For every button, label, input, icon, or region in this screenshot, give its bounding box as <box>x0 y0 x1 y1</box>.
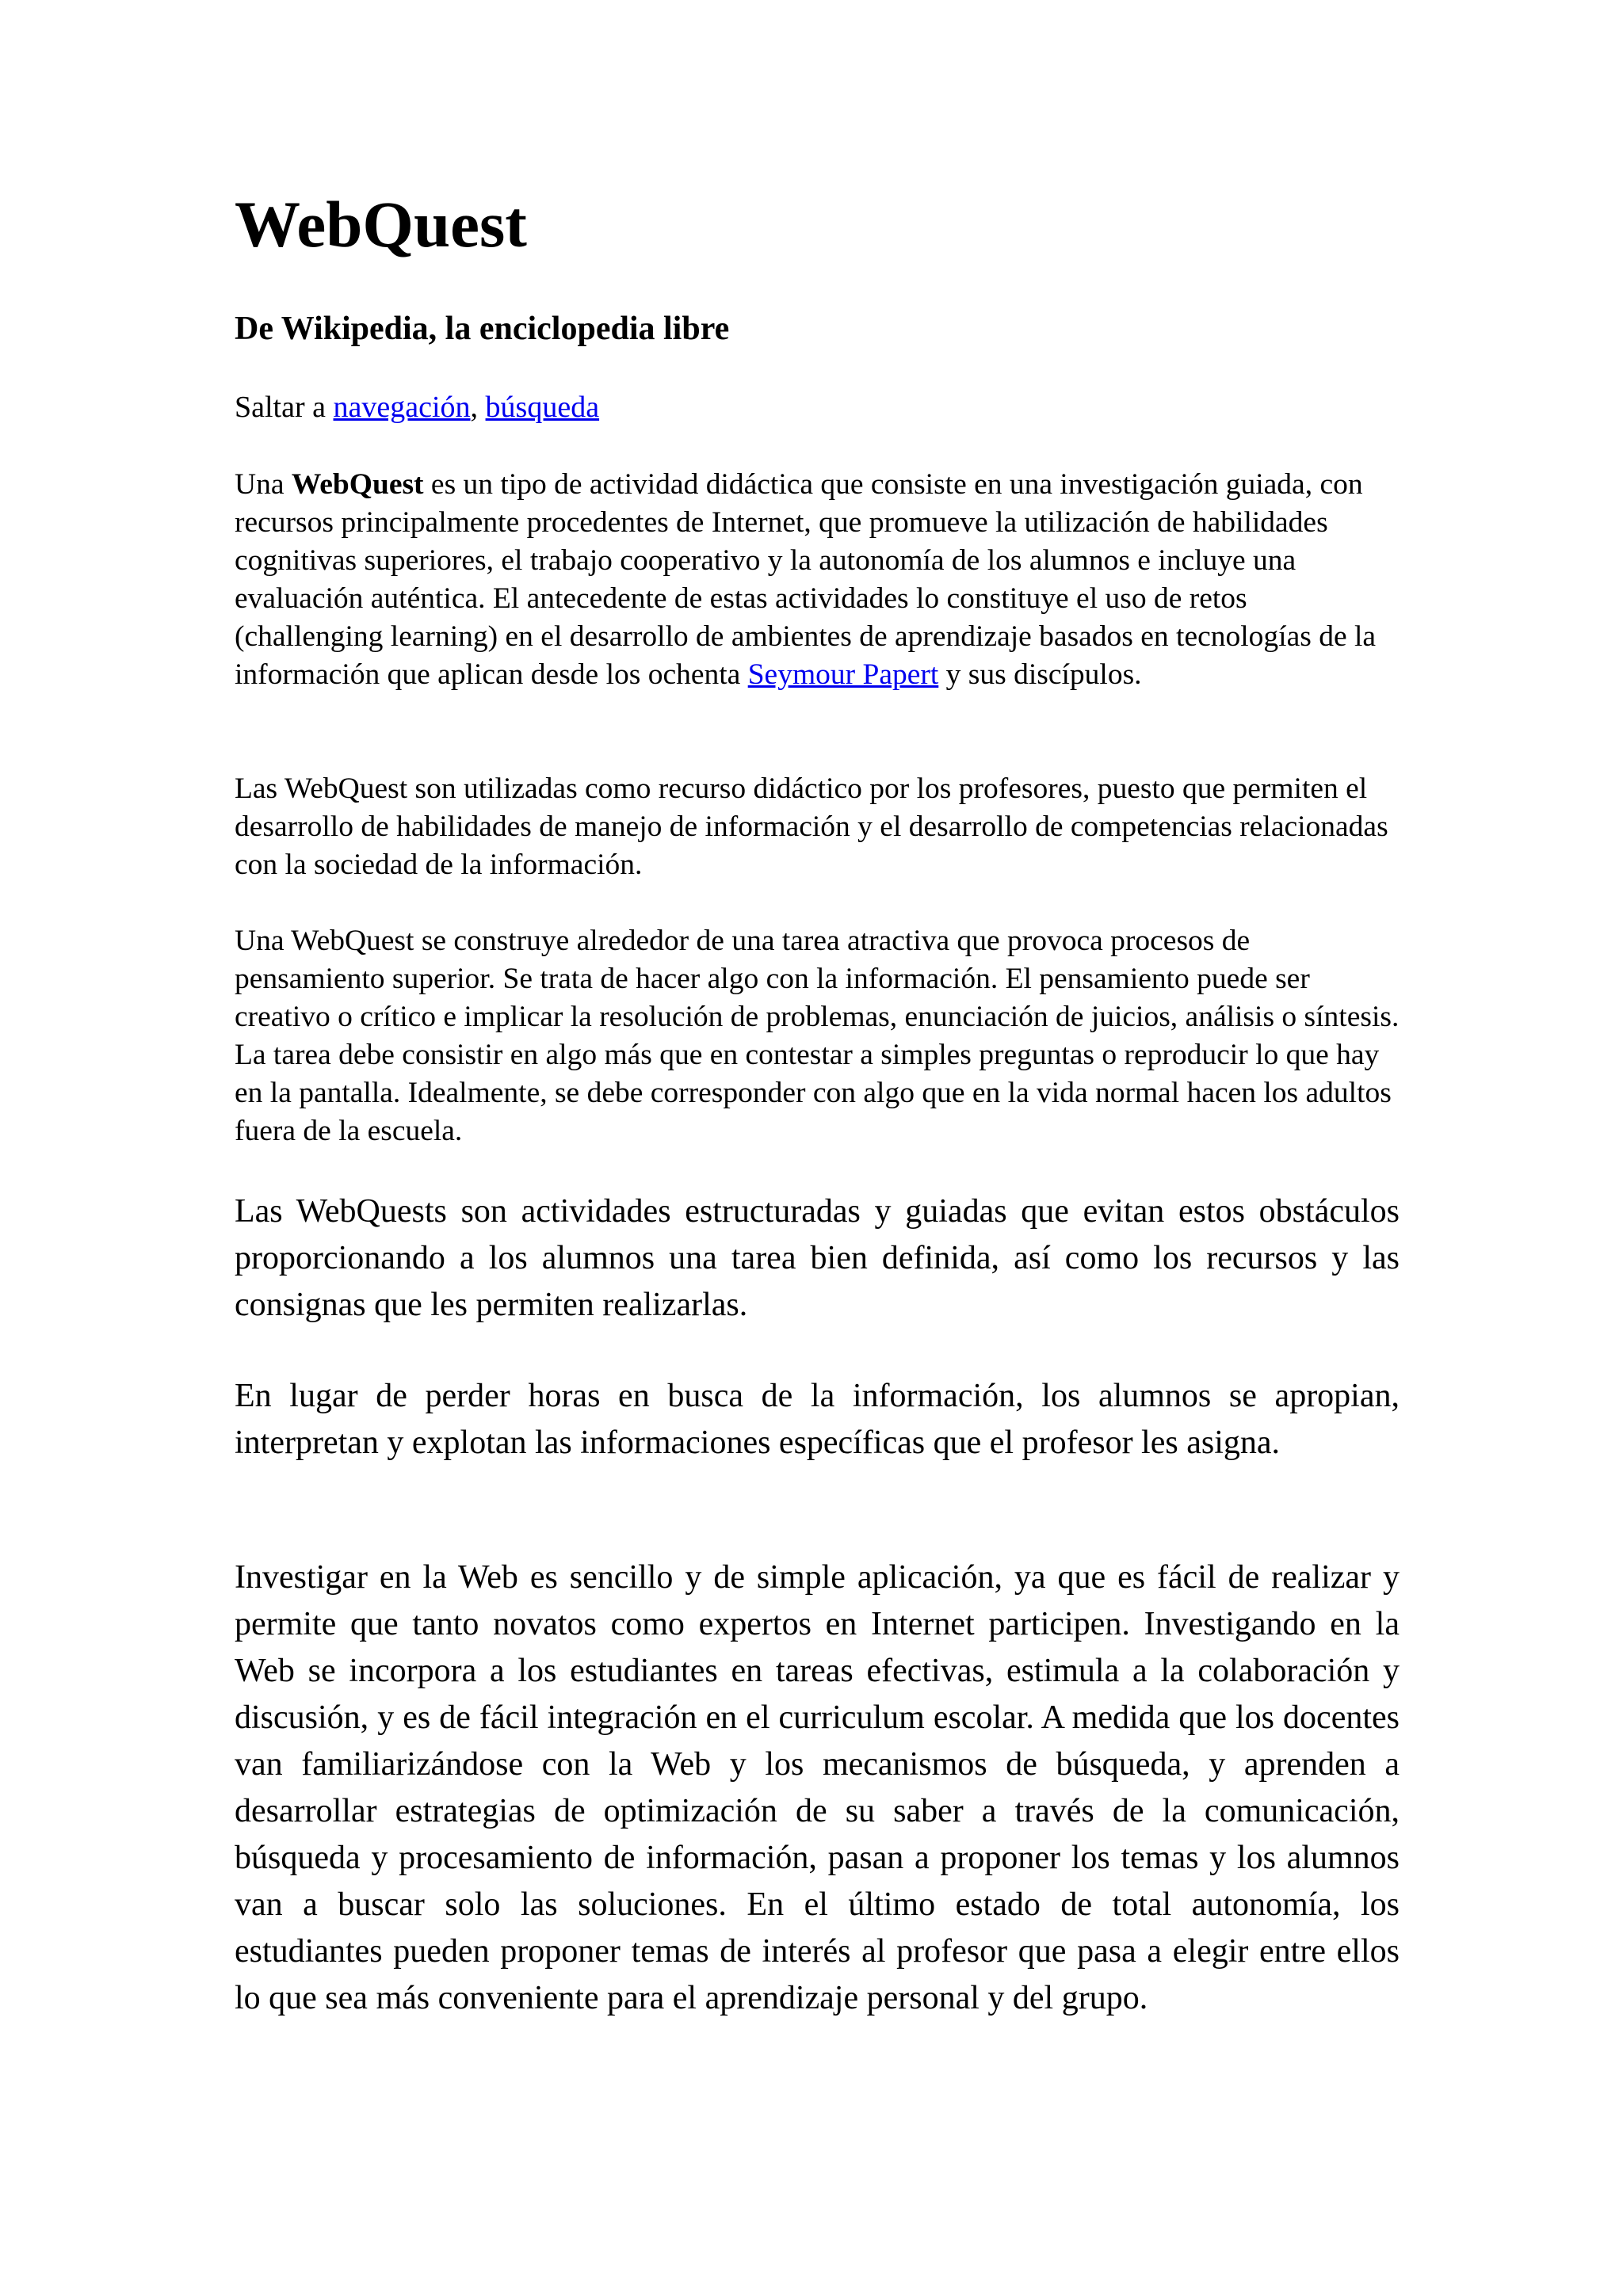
paragraph-task: Una WebQuest se construye alrededor de una tarea atractiva que provoca procesos de pensamiento superior. Se trata de hacer algo con la información. El pensamiento puede ser creativo o crítico e implicar la resolución de problemas, enunciación de juicios, análisis o síntesis. La tarea debe consistir en algo más que en contestar a simples preguntas o reproducir lo que hay en la pantalla. Idealmente, se debe corresponder con algo que en la vida normal hacen los adultos fuera de la escuela. <box>235 925 1400 1147</box>
page-title: WebQuest <box>235 188 527 261</box>
navigation-link[interactable]: navegación <box>333 391 471 424</box>
jump-links <box>235 390 599 426</box>
intro-lead: Una <box>235 468 292 501</box>
paragraph-instead: En lugar de perder horas en busca de la información, los alumnos se apropian, interpretan y explotan las informaciones específicas que el profesor les asigna. <box>235 1378 1400 1461</box>
jump-separator: , <box>470 391 486 424</box>
jump-prefix: Saltar a <box>235 391 334 424</box>
paragraph-structured: Las WebQuests son actividades estructuradas y guiadas que evitan estos obstáculos proporcionando a los alumnos una tarea bien definida, así como los recursos y las consignas que les permiten realizarlas. <box>235 1193 1400 1323</box>
intro-paragraph <box>235 466 1400 694</box>
search-link[interactable]: búsqueda <box>485 391 600 424</box>
paragraph-research: Investigar en la Web es sencillo y de simple aplicación, ya que es fácil de realizar y permite que tanto novatos como expertos en Internet participen. Investigando en la Web se incorpora a los estudiantes en tareas efectivas, estimula a la colaboración y discusión, y es de fácil integración en el curriculum escolar. A medida que los docentes van familiarizándose con la Web y los mecanismos de búsqueda, y aprenden a desarrollar estrategias de optimización de su saber a través de la comunicación, búsqueda y procesamiento de información, pasan a proponer los temas y los alumnos van a buscar solo las soluciones. En el último estado de total autonomía, los estudiantes pueden proponer temas de interés al profesor que pasa a elegir entre ellos lo que sea más conveniente para el aprendizaje personal y del grupo. <box>235 1559 1400 2016</box>
intro-text: es un tipo de actividad didáctica que consiste en una investigación guiada, con recursos principalmente procedentes de Internet, que promueve la utilización de habilidades cognitivas superiores, el trabajo cooperativo y la autonomía de los alumnos e incluye una evaluación auténtica. El antecedente de estas actividades lo constituye el uso de retos (challenging learning) en el desarrollo de ambientes de aprendizaje basados en tecnologías de la información que aplican desde los ochenta <box>235 468 1377 691</box>
intro-bold-term: WebQuest <box>291 468 424 501</box>
paragraph-usage: Las WebQuest son utilizadas como recurso didáctico por los profesores, puesto que permiten el desarrollo de habilidades de manejo de información y el desarrollo de competencias relacionadas con la sociedad de la información. <box>235 772 1388 881</box>
page-subtitle: De Wikipedia, la enciclopedia libre <box>235 311 730 347</box>
seymour-papert-link[interactable]: Seymour Papert <box>747 658 939 691</box>
intro-tail: y sus discípulos. <box>938 658 1142 691</box>
